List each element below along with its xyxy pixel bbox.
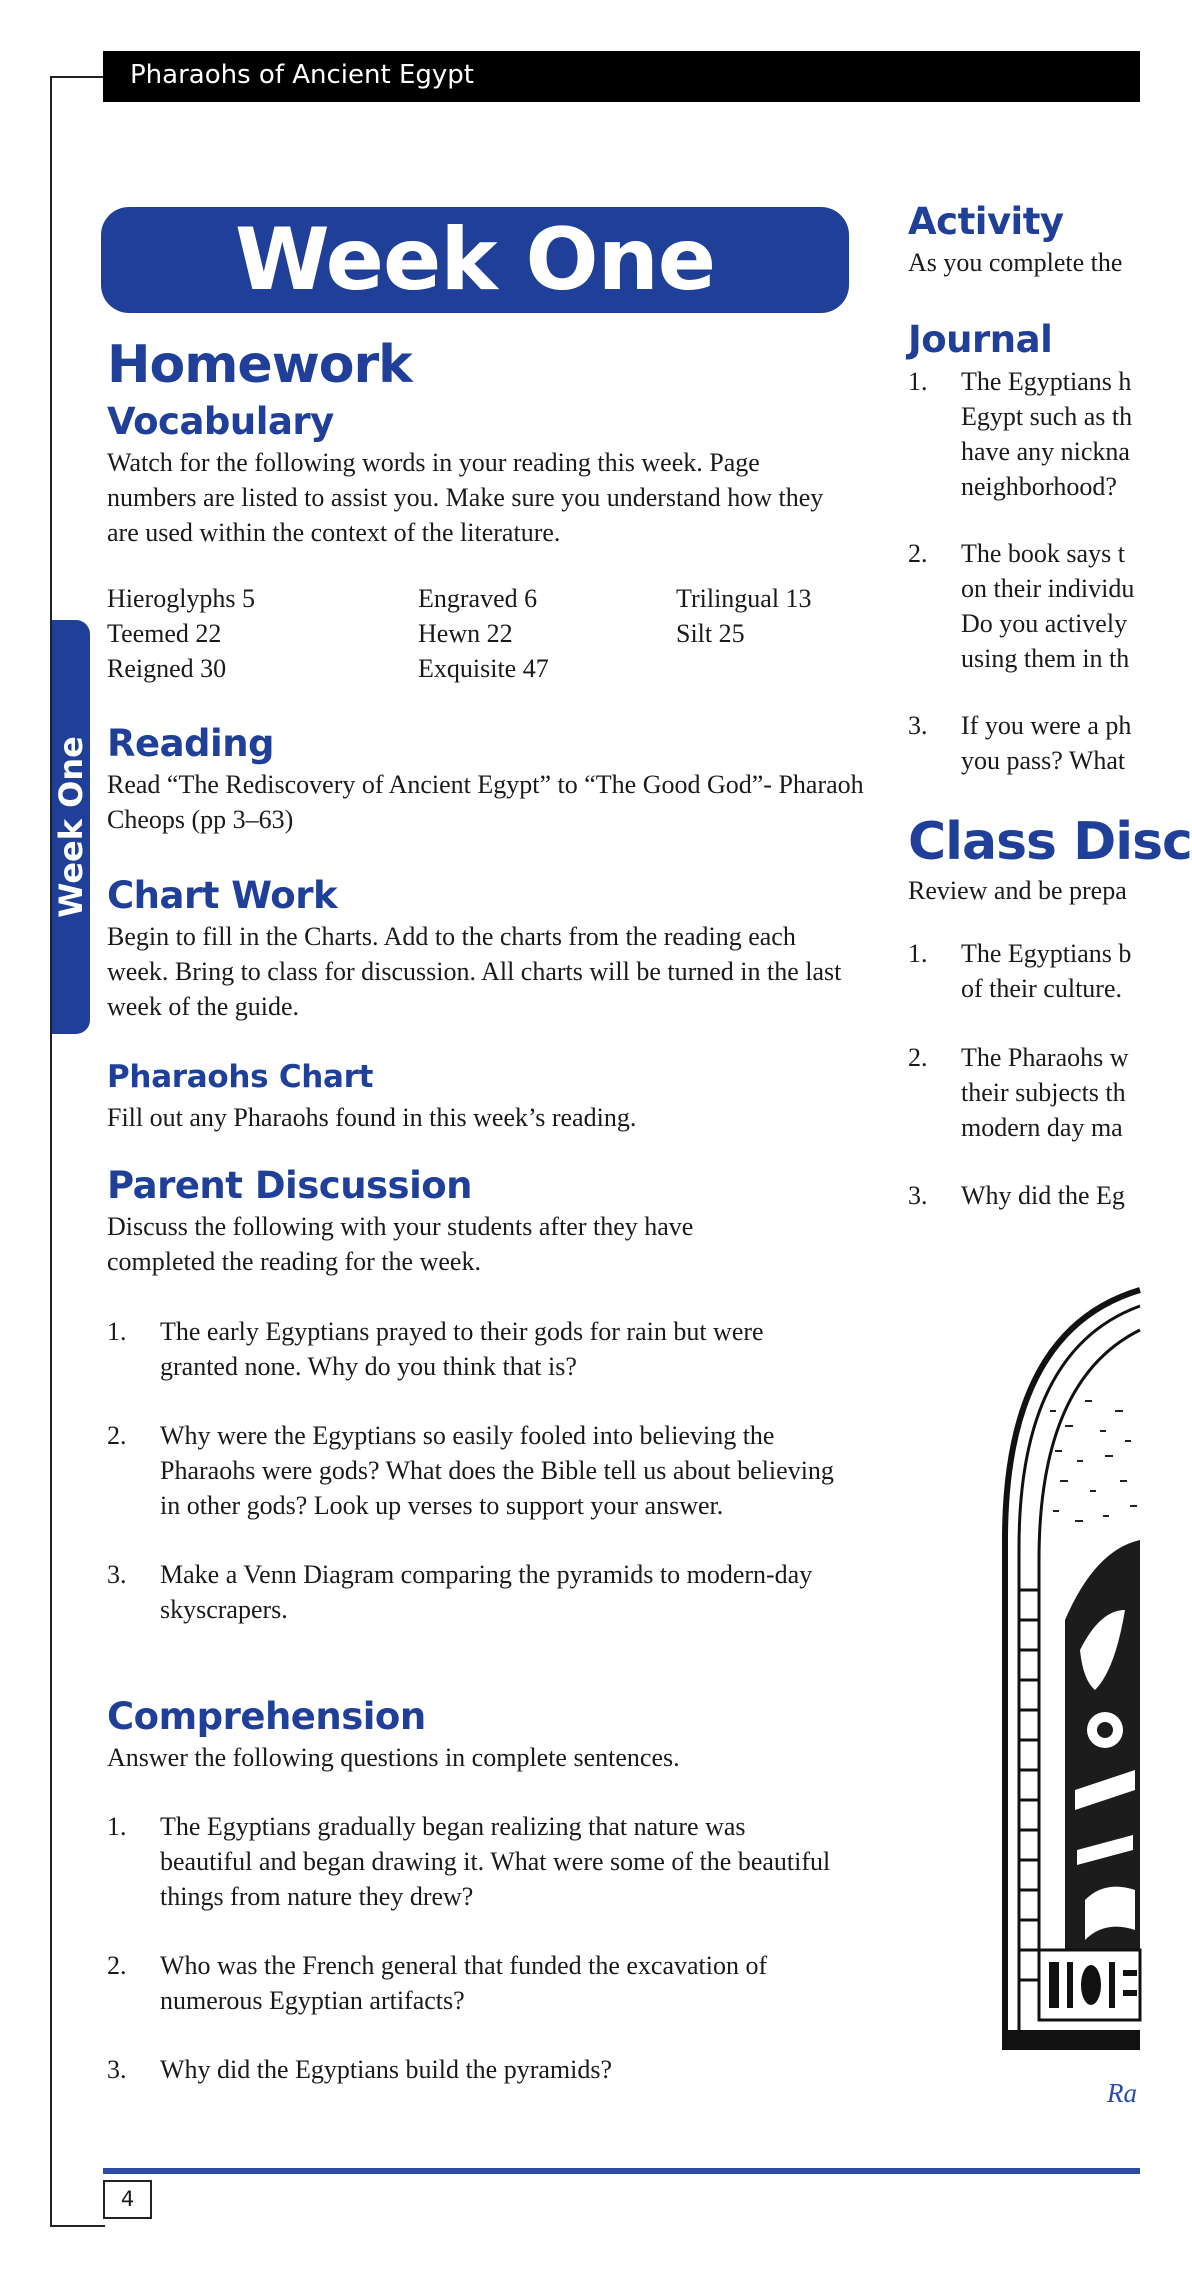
vocab-word: Trilingual 13 bbox=[676, 584, 812, 613]
vocab-word: Teemed 22 bbox=[107, 619, 222, 648]
vocab-word: Reigned 30 bbox=[107, 654, 227, 683]
list-text: on their individu bbox=[961, 574, 1135, 603]
class-item-3 bbox=[908, 1178, 1125, 1213]
list-text: Make a Venn Diagram comparing the pyramids to modern-day skyscrapers. bbox=[160, 1560, 813, 1624]
list-text: Why did the Egyptians build the pyramids? bbox=[160, 2055, 613, 2084]
illustration-caption: Ra bbox=[1107, 2078, 1137, 2108]
list-text: The early Egyptians prayed to their gods for rain but were granted none. Why do you think that is? bbox=[160, 1317, 764, 1381]
list-text: Why were the Egyptians so easily fooled into believing the Pharaohs were gods? What does the Bible tell us about believing in other gods? Look up verses to support your answer. bbox=[160, 1421, 834, 1520]
parent-questions bbox=[107, 1314, 842, 1627]
pharaoh-illustration bbox=[1005, 1290, 1140, 2050]
list-text: Do you actively bbox=[961, 609, 1128, 638]
list-text: using them in th bbox=[961, 644, 1130, 673]
list-number: 1. bbox=[107, 1812, 127, 1841]
vocabulary-intro bbox=[107, 445, 847, 550]
journal-item-3 bbox=[908, 708, 1131, 778]
illustration-art bbox=[1005, 1290, 1140, 2050]
page-frame-line bbox=[50, 76, 52, 2227]
reading-text: Read “The Rediscovery of Ancient Egypt” to “The Good God”- Pharaoh Cheops (pp 3–63) bbox=[107, 770, 864, 834]
list-text: The Egyptians h bbox=[961, 367, 1132, 396]
list-number: 2. bbox=[908, 539, 928, 568]
list-number: 1. bbox=[908, 367, 928, 396]
list-number: 2. bbox=[107, 1951, 127, 1980]
journal-item-1 bbox=[908, 364, 1132, 504]
class-item-2 bbox=[908, 1040, 1129, 1145]
vocab-word: Hewn 22 bbox=[418, 619, 513, 648]
page-number: 4 bbox=[103, 2180, 152, 2219]
list-item bbox=[107, 1314, 842, 1384]
list-text: The Pharaohs w bbox=[961, 1043, 1129, 1072]
class-discussion-heading: Class Disc bbox=[908, 812, 1192, 872]
comprehension-heading: Comprehension bbox=[107, 1695, 426, 1738]
parent-discussion-intro: Discuss the following with your students after they have completed the reading for the week. bbox=[107, 1212, 694, 1276]
list-item bbox=[107, 1418, 842, 1523]
chart-work-heading: Chart Work bbox=[107, 874, 338, 917]
list-text: The Egyptians b bbox=[961, 939, 1132, 968]
vocab-column-2 bbox=[418, 581, 549, 686]
journal-item-2 bbox=[908, 536, 1134, 676]
list-text: The book says t bbox=[961, 539, 1125, 568]
comprehension-questions bbox=[107, 1809, 842, 2087]
list-text: If you were a ph bbox=[961, 711, 1132, 740]
bottom-rule bbox=[103, 2168, 1140, 2174]
homework-heading: Homework bbox=[107, 335, 412, 395]
list-text: The Egyptians gradually began realizing that nature was beautiful and began drawing it. What were some of the beautiful things from nature they drew? bbox=[160, 1812, 831, 1911]
comprehension-intro: Answer the following questions in complete sentences. bbox=[107, 1743, 680, 1772]
list-item bbox=[107, 2052, 842, 2087]
list-text: have any nickna bbox=[961, 437, 1130, 466]
chart-work-text: Begin to fill in the Charts. Add to the charts from the reading each week. Bring to class for discussion. All charts will be turned in the last week of the guide. bbox=[107, 922, 842, 1021]
list-item bbox=[107, 1809, 842, 1914]
list-number: 3. bbox=[908, 1181, 928, 1210]
class-discussion-intro: Review and be prepa bbox=[908, 876, 1127, 905]
list-number: 1. bbox=[107, 1317, 127, 1346]
list-text: neighborhood? bbox=[961, 472, 1117, 501]
list-number: 3. bbox=[908, 711, 928, 740]
pharaohs-chart-heading: Pharaohs Chart bbox=[107, 1059, 374, 1095]
list-text: Egypt such as th bbox=[961, 402, 1133, 431]
page-frame-bottom bbox=[50, 2225, 105, 2227]
vocab-word: Hieroglyphs 5 bbox=[107, 584, 256, 613]
week-banner: Week One bbox=[101, 207, 849, 313]
vocab-word: Engraved 6 bbox=[418, 584, 538, 613]
list-text: you pass? What bbox=[961, 746, 1126, 775]
parent-discussion-heading: Parent Discussion bbox=[107, 1164, 473, 1207]
list-number: 2. bbox=[107, 1421, 127, 1450]
list-item bbox=[107, 1948, 842, 2018]
reading-heading: Reading bbox=[107, 722, 275, 765]
list-text: modern day ma bbox=[961, 1113, 1123, 1142]
list-text: of their culture. bbox=[961, 974, 1122, 1003]
page-frame-top bbox=[50, 76, 105, 78]
list-number: 2. bbox=[908, 1043, 928, 1072]
pharaohs-chart-text: Fill out any Pharaohs found in this week’s reading. bbox=[107, 1103, 637, 1132]
header-title: Pharaohs of Ancient Egypt bbox=[130, 60, 474, 90]
side-tab-label: Week One bbox=[52, 736, 90, 918]
activity-heading: Activity bbox=[908, 200, 1064, 243]
journal-heading: Journal bbox=[908, 318, 1053, 361]
list-number: 1. bbox=[908, 939, 928, 968]
vocab-word: Exquisite 47 bbox=[418, 654, 549, 683]
vocab-column-3 bbox=[676, 581, 812, 651]
list-text: their subjects th bbox=[961, 1078, 1126, 1107]
list-text: Who was the French general that funded the excavation of numerous Egyptian artifacts? bbox=[160, 1951, 768, 2015]
vocab-column-1 bbox=[107, 581, 255, 686]
list-number: 3. bbox=[107, 1560, 127, 1589]
activity-text: As you complete the bbox=[908, 248, 1123, 277]
list-text: Why did the Eg bbox=[961, 1181, 1125, 1210]
vocab-word: Silt 25 bbox=[676, 619, 745, 648]
vocabulary-intro-text: Watch for the following words in your reading this week. Page numbers are listed to assist you. Make sure you understand how they are used within the context of the literature. bbox=[107, 448, 824, 547]
vocabulary-heading: Vocabulary bbox=[107, 400, 334, 443]
class-item-1 bbox=[908, 936, 1131, 1006]
list-item bbox=[107, 1557, 842, 1627]
list-number: 3. bbox=[107, 2055, 127, 2084]
